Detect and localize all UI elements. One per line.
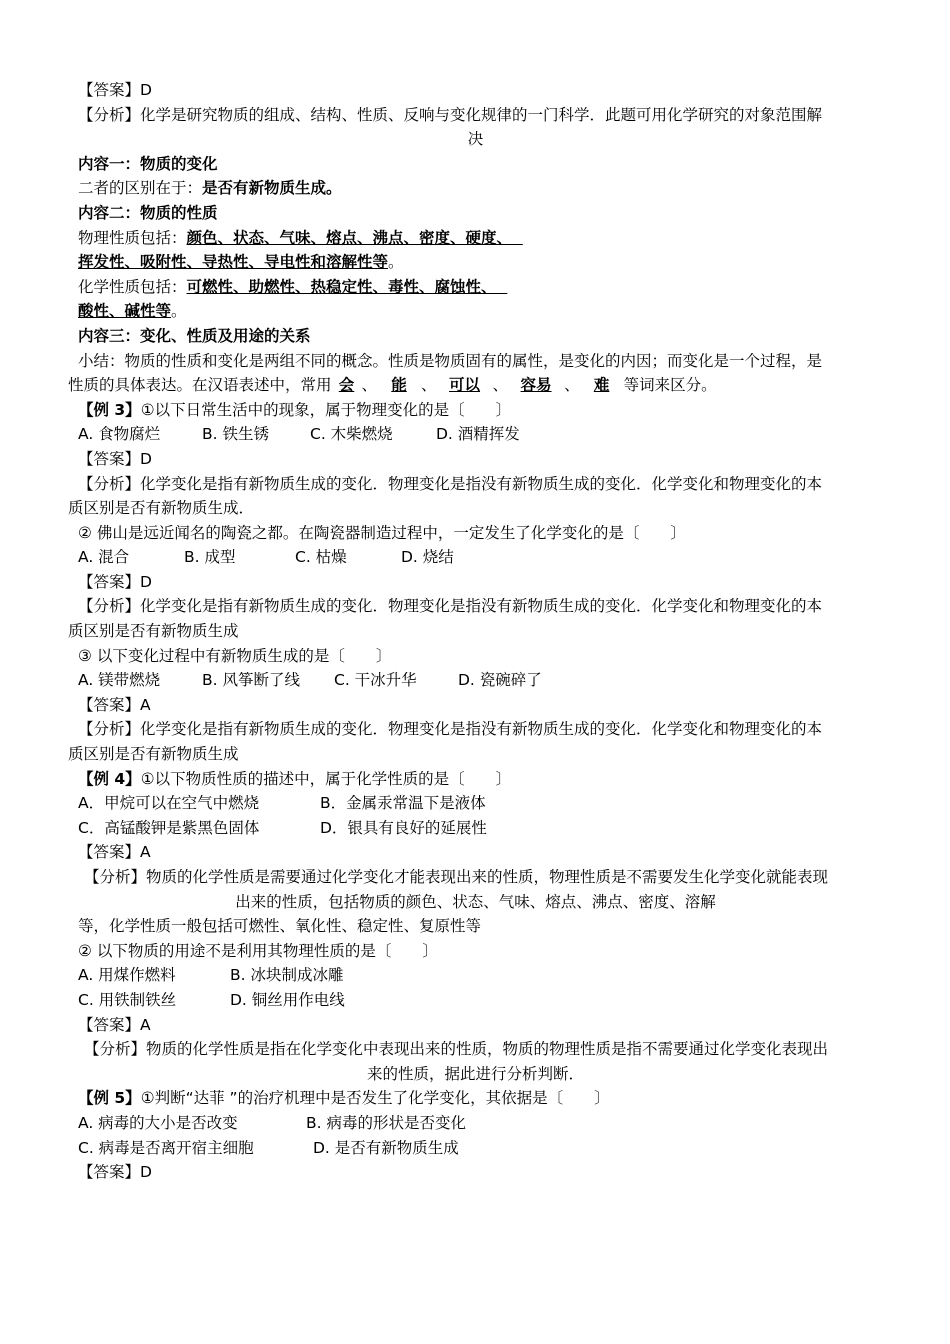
- physical-properties-line: 物理性质包括：颜色、状态、气味、熔点、沸点、密度、硬度、: [78, 228, 513, 247]
- options-line: A. 食物腐烂 B. 铁生锈 C. 木柴燃烧 D. 酒精挥发: [78, 425, 520, 444]
- options-line: A. 病毒的大小是否改变 B. 病毒的形状是否变化: [78, 1113, 466, 1132]
- fill-blank: 能: [391, 376, 407, 395]
- document-body: [68, 78, 883, 1185]
- answer-line: 【答案】A: [78, 695, 151, 714]
- answer-line: 【答案】D: [78, 572, 152, 591]
- chemical-properties-line: 酸性、碱性等。: [78, 302, 187, 321]
- analysis-line: 来的性质，据此进行分析判断．: [366, 1064, 584, 1083]
- answer-line: 【答案】D: [78, 1163, 152, 1182]
- analysis-line: 质区别是否有新物质生成: [68, 745, 239, 764]
- analysis-line: 质区别是否有新物质生成．: [68, 499, 255, 518]
- options-line: A. 混合 B. 成型 C. 枯燥 D. 烧结: [78, 548, 454, 567]
- analysis-line: 决: [467, 130, 484, 149]
- analysis-line: 【分析】化学是研究物质的组成、结构、性质、反响与变化规律的一门科学．此题可用化学研究的对象范围解: [78, 105, 823, 124]
- summary-line: 性质的具体表达。在汉语表述中，常用 会 、 能 、 可以 、 容易 、 难 等词来区分。: [68, 373, 883, 398]
- answer-line: 【答案】D: [78, 449, 152, 468]
- analysis-line: 等，化学性质一般包括可燃性、氧化性、稳定性、复原性等: [78, 917, 482, 936]
- chemical-properties-line: 化学性质包括：可燃性、助燃性、热稳定性、毒性、腐蚀性、: [78, 277, 497, 296]
- options-line: C. 用铁制铁丝 D. 铜丝用作电线: [78, 990, 345, 1009]
- physical-properties-line: 挥发性、吸附性、导热性、导电性和溶解性等。: [78, 253, 404, 272]
- analysis-line: 【分析】化学变化是指有新物质生成的变化．物理变化是指没有新物质生成的变化．化学变化和物理变化的本: [78, 474, 823, 493]
- question-line: 【例 4】①以下物质性质的描述中，属于化学性质的是〔 〕: [78, 769, 512, 788]
- example-label: 【例 5】: [78, 1089, 141, 1108]
- answer-line: 【答案】A: [78, 1015, 151, 1034]
- options-line: A. 用煤作燃料 B. 冰块制成冰雕: [78, 966, 344, 985]
- question-line: ③ 以下变化过程中有新物质生成的是〔 〕: [78, 646, 392, 665]
- analysis-line: 【分析】化学变化是指有新物质生成的变化．物理变化是指没有新物质生成的变化．化学变化和物理变化的本: [78, 597, 823, 616]
- summary-line: 小结：物质的性质和变化是两组不同的概念。性质是物质固有的属性，是变化的内因；而变化是一个过程，是: [78, 351, 823, 370]
- question-line: ② 以下物质的用途不是利用其物理性质的是〔 〕: [78, 941, 438, 960]
- analysis-line: 出来的性质，包括物质的颜色、状态、气味、熔点、沸点、密度、溶解: [235, 892, 716, 911]
- question-line: 【例 5】①判断“达菲 ”的治疗机理中是否发生了化学变化，其依据是〔 〕: [78, 1089, 610, 1108]
- question-line: ② 佛山是远近闻名的陶瓷之都。在陶瓷器制造过程中，一定发生了化学变化的是〔 〕: [78, 523, 686, 542]
- fill-blank: 难: [593, 376, 610, 395]
- section-text: 二者的区别在于：是否有新物质生成。: [78, 179, 342, 198]
- fill-blank: 可以: [449, 376, 481, 395]
- options-line: A. 镁带燃烧 B. 风筝断了线 C. 干冰升华 D. 瓷碗碎了: [78, 671, 542, 690]
- analysis-line: 【分析】化学变化是指有新物质生成的变化．物理变化是指没有新物质生成的变化．化学变化和物理变化的本: [78, 720, 823, 739]
- analysis-line: 质区别是否有新物质生成: [68, 622, 239, 641]
- example-label: 【例 3】: [78, 400, 141, 419]
- section-title: 内容三：变化、性质及用途的关系: [78, 326, 311, 345]
- answer-line: 【答案】D: [78, 81, 152, 99]
- example-label: 【例 4】: [78, 769, 141, 788]
- question-line: 【例 3】①以下日常生活中的现象，属于物理变化的是〔 〕: [78, 400, 512, 419]
- section-title: 内容二：物质的性质: [78, 203, 218, 222]
- options-line: C. 病毒是否离开宿主细胞 D. 是否有新物质生成: [78, 1138, 459, 1157]
- analysis-line: 【分析】物质的化学性质是指在化学变化中表现出来的性质，物质的物理性质是指不需要通过化学变化表现出: [84, 1040, 829, 1059]
- answer-line: 【答案】A: [78, 843, 151, 862]
- options-line: C．高锰酸钾是紫黑色固体 D．银具有良好的延展性: [78, 818, 487, 837]
- fill-blank: 容易: [520, 376, 552, 395]
- options-line: A．甲烷可以在空气中燃烧 B．金属汞常温下是液体: [78, 794, 486, 813]
- section-title: 内容一：物质的变化: [78, 154, 218, 173]
- fill-blank: 会: [338, 376, 355, 395]
- analysis-line: 【分析】物质的化学性质是需要通过化学变化才能表现出来的性质，物理性质是不需要发生化学变化就能表现: [84, 868, 829, 886]
